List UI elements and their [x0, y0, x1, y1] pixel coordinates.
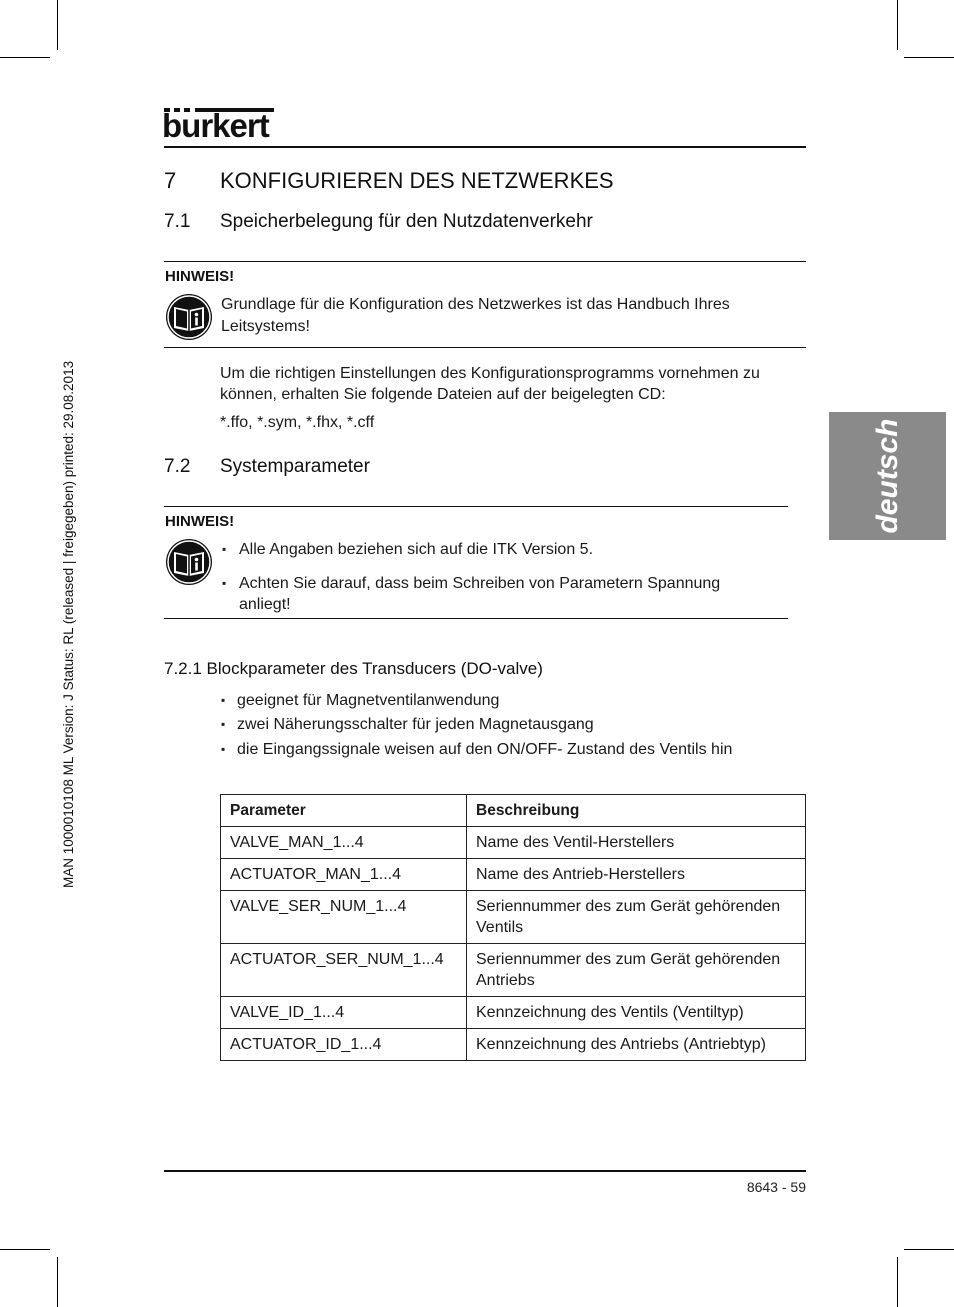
bullet-marker: ▪ — [221, 693, 226, 707]
crop-mark — [897, 1257, 898, 1307]
document-meta — [61, 248, 81, 888]
crop-mark — [57, 0, 58, 50]
page-number: 8643 - 59 — [746, 1179, 806, 1195]
language-tab — [829, 412, 946, 540]
note-text: Grundlage für die Konfiguration des Netzwerkes ist das Handbuch Ihres — [221, 296, 730, 313]
paragraph: können, erhalten Sie folgende Dateien auf der beigelegten CD: — [220, 386, 666, 403]
column-header: Parameter — [221, 795, 467, 827]
description-cell: Kennzeichnung des Antriebs (Antriebtyp) — [467, 1029, 806, 1061]
table-row — [221, 891, 806, 944]
header-rule — [164, 146, 806, 148]
crop-mark — [904, 1249, 954, 1250]
language-tab-label: deutsch — [870, 418, 904, 534]
note-bullet-text: Achten Sie darauf, dass beim Schreiben von Parametern Spannung — [239, 575, 721, 592]
parameter-cell: ACTUATOR_MAN_1...4 — [221, 859, 467, 891]
note-label: HINWEIS! — [165, 268, 235, 285]
list-item: die Eingangssignale weisen auf den ON/OFF- Zustand des Ventils hin — [237, 741, 733, 758]
description-cell: Seriennummer des zum Gerät gehörenden Antriebs — [467, 944, 806, 997]
list-item: zwei Näherungsschalter für jeden Magnetausgang — [237, 716, 594, 733]
section-number: 7.2 — [164, 456, 191, 477]
crop-mark — [0, 57, 50, 58]
parameter-cell: VALVE_ID_1...4 — [221, 997, 467, 1029]
section-number: 7.1 — [164, 211, 191, 232]
note-rule-top — [164, 261, 806, 262]
document-meta-text: MAN 1000010108 ML Version: J Status: RL (released | freigegeben) printed: 29.08.2013 — [61, 360, 76, 888]
list-item: geeignet für Magnetventilanwendung — [237, 692, 500, 709]
brand-name: burkert — [162, 107, 269, 144]
description-cell: Name des Ventil-Herstellers — [467, 827, 806, 859]
info-book-icon — [165, 538, 213, 586]
section-title: Speicherbelegung für den Nutzdatenverkehr — [220, 211, 593, 232]
crop-mark — [897, 0, 898, 50]
parameter-cell: ACTUATOR_ID_1...4 — [221, 1029, 467, 1061]
table-row — [221, 944, 806, 997]
description-cell: Name des Antrieb-Herstellers — [467, 859, 806, 891]
parameter-cell: ACTUATOR_SER_NUM_1...4 — [221, 944, 467, 997]
crop-mark — [904, 57, 954, 58]
note-label: HINWEIS! — [165, 513, 235, 530]
chapter-number: 7 — [164, 168, 177, 193]
column-header: Beschreibung — [467, 795, 806, 827]
info-book-icon — [165, 293, 213, 341]
parameter-table — [220, 794, 806, 1061]
bullet-marker: ▪ — [222, 542, 227, 556]
bullet-marker: ▪ — [221, 742, 226, 756]
note-rule-bottom — [164, 347, 806, 348]
footer-rule — [164, 1170, 806, 1172]
note-bullet-text: Alle Angaben beziehen sich auf die ITK Version 5. — [239, 541, 594, 558]
bullet-marker: ▪ — [222, 576, 227, 590]
paragraph: Um die richtigen Einstellungen des Konfigurationsprogramms vornehmen zu — [220, 365, 760, 382]
description-cell: Seriennummer des zum Gerät gehörenden Ventils — [467, 891, 806, 944]
table-header-row — [221, 795, 806, 827]
note-bullet-text: anliegt! — [239, 596, 291, 613]
table-row — [221, 997, 806, 1029]
note-text: Leitsystems! — [221, 318, 310, 335]
file-list: *.ffo, *.sym, *.fhx, *.cff — [220, 414, 375, 431]
table-row — [221, 859, 806, 891]
parameter-cell: VALVE_MAN_1...4 — [221, 827, 467, 859]
crop-mark — [57, 1257, 58, 1307]
section-title: Systemparameter — [220, 456, 370, 477]
table-row — [221, 827, 806, 859]
note-rule-top — [164, 506, 788, 507]
table-row — [221, 1029, 806, 1061]
chapter-title: KONFIGURIEREN DES NETZWERKES — [220, 168, 614, 193]
crop-mark — [0, 1249, 50, 1250]
parameter-cell: VALVE_SER_NUM_1...4 — [221, 891, 467, 944]
note-rule-bottom — [164, 618, 788, 619]
subsection-title: 7.2.1 Blockparameter des Transducers (DO-valve) — [164, 659, 543, 678]
bullet-marker: ▪ — [221, 717, 226, 731]
description-cell: Kennzeichnung des Ventils (Ventiltyp) — [467, 997, 806, 1029]
